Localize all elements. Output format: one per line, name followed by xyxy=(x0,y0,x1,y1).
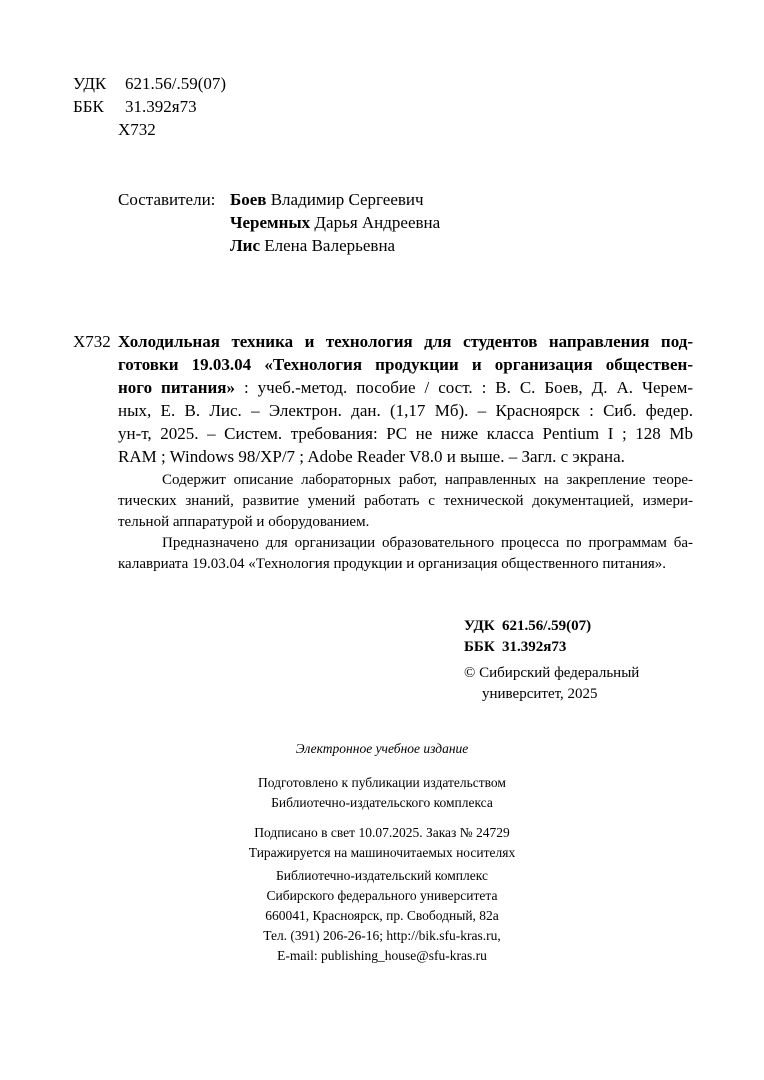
biblio-title-part: Холодильная техника и технология для студентов направления под- xyxy=(118,332,693,351)
author-surname: Лис xyxy=(230,236,261,255)
publisher-line: Библиотечно-издательский комплекс xyxy=(276,868,488,883)
classification-block xyxy=(73,72,226,141)
edition-type: Электронное учебное издание xyxy=(295,741,469,756)
author-surname: Черемных xyxy=(230,213,311,232)
biblio-line xyxy=(118,399,693,422)
author-item xyxy=(230,234,440,257)
bbk-value: 31.392я73 xyxy=(125,97,197,116)
index-bbk-label: ББК xyxy=(464,639,495,655)
prepared-line: Библиотечно-издательского комплекса xyxy=(271,795,493,810)
authors-label: Составители: xyxy=(118,190,216,209)
copyright-line-2: университет, 2025 xyxy=(482,686,598,702)
author-surname: Боев xyxy=(230,190,267,209)
authors-list xyxy=(230,188,440,257)
prepared-block xyxy=(0,773,764,813)
copyright-line-1: © Сибирский федеральный xyxy=(464,665,640,681)
biblio-text-part: ных, Е. В. Лис. – Электрон. дан. (1,17 Мб). – Красноярск : Сиб. федер. xyxy=(118,401,693,420)
publisher-line: Сибирского федерального университета xyxy=(266,888,498,903)
abstract xyxy=(118,470,693,575)
biblio-line xyxy=(118,376,693,399)
index-udk xyxy=(464,616,591,637)
signed-line: Тиражируется на машиночитаемых носителях xyxy=(248,845,516,860)
author-mark-code: Х732 xyxy=(118,120,156,139)
index-bbk xyxy=(464,637,591,658)
abstract-line: Предназначено для организации образовательного процесса по программам ба- xyxy=(162,535,693,551)
udk-label: УДК xyxy=(73,74,107,93)
index-bbk-value: 31.392я73 xyxy=(502,639,567,655)
udk-value: 621.56/.59(07) xyxy=(125,74,227,93)
author-given: Владимир Сергеевич xyxy=(270,190,424,209)
author-item xyxy=(230,188,440,211)
biblio-line xyxy=(118,330,693,353)
udk-line xyxy=(73,72,226,95)
prepared-line: Подготовлено к публикации издательством xyxy=(258,775,506,790)
index-udk-label: УДК xyxy=(464,618,495,634)
abstract-line: Содержит описание лабораторных работ, направленных на закрепление теоре- xyxy=(162,472,693,488)
abstract-line: тельной аппаратурой и оборудованием. xyxy=(118,514,370,530)
biblio-line xyxy=(118,445,693,468)
bibliographic-record xyxy=(118,330,693,468)
publisher-line: 660041, Красноярск, пр. Свободный, 82а xyxy=(265,908,499,923)
signed-block xyxy=(0,823,764,863)
publisher-block xyxy=(0,866,764,966)
biblio-line xyxy=(118,422,693,445)
biblio-text-part: ун-т, 2025. – Систем. требования: PC не ниже класса Pentium I ; 128 Mb xyxy=(118,424,693,443)
publisher-line: Тел. (391) 206-26-16; http://bik.sfu-kras.ru, xyxy=(263,928,501,943)
index-udk-value: 621.56/.59(07) xyxy=(502,618,592,634)
author-given: Елена Валерьевна xyxy=(264,236,396,255)
bbk-label: ББК xyxy=(73,97,104,116)
abstract-line: калавриата 19.03.04 «Технология продукции и организация общественного питания». xyxy=(118,556,667,572)
biblio-code: Х732 xyxy=(73,332,111,351)
index-block xyxy=(464,616,591,658)
biblio-title-part: готовки 19.03.04 «Технология продукции и организация обществен- xyxy=(118,355,693,374)
biblio-line xyxy=(118,353,693,376)
signed-line: Подписано в свет 10.07.2025. Заказ № 24729 xyxy=(254,825,510,840)
biblio-text-part: : учеб.-метод. пособие / сост. : В. С. Боев, Д. А. Черем- xyxy=(235,378,693,397)
biblio-title-part: ного питания» xyxy=(118,378,235,397)
publisher-line: E-mail: publishing_house@sfu-kras.ru xyxy=(277,948,487,963)
abstract-line: тических знаний, развитие умений работать с технической документацией, измери- xyxy=(118,493,693,509)
biblio-text-part: RAM ; Windows 98/XP/7 ; Adobe Reader V8.0 и выше. – Загл. с экрана. xyxy=(118,447,625,466)
copyright xyxy=(464,663,639,705)
author-item xyxy=(230,211,440,234)
author-given: Дарья Андреевна xyxy=(314,213,441,232)
bbk-line xyxy=(73,95,226,118)
